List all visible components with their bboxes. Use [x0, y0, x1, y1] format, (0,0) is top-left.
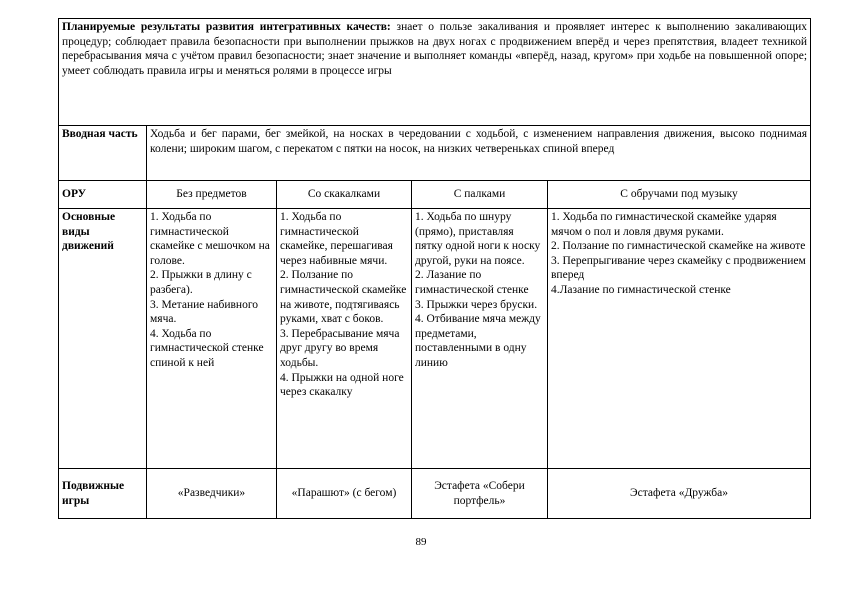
- results-label: Планируемые результаты развития интегративных качеств:: [62, 21, 391, 33]
- list-item: 4. Ходьба по гимнастической стенке спиной к ней: [150, 327, 264, 369]
- intro-row: [59, 126, 811, 181]
- list-item: 2. Ползание по гимнастической скамейке на животе, подтягиваясь руками, хват с боков.: [280, 269, 407, 326]
- list-item: 1. Ходьба по гимнастической скамейке с мешочком на голове.: [150, 211, 270, 267]
- list-item: 4. Отбивание мяча между предметами, поставленными в одну линию: [415, 313, 541, 369]
- games-label: Подвижные игры: [59, 469, 147, 519]
- list-item: 1. Ходьба по гимнастической скамейке ударяя мячом о пол и ловля двумя руками.: [551, 211, 777, 238]
- intro-text: Ходьба и бег парами, бег змейкой, на носках в чередовании с ходьбой, с изменением направления движения, высоко поднимая колени; широким шагом, с перекатом с пятки на носок, на низких четвереньках спиной вперед: [147, 126, 811, 181]
- list-item: 2. Прыжки в длину с разбега).: [150, 269, 252, 296]
- list-item: 3. Перепрыгивание через скамейку с продвижением вперед: [551, 254, 806, 282]
- oru-row: [59, 181, 811, 209]
- list-item: 3. Перебрасывание мяча друг другу во время ходьбы.: [280, 327, 400, 369]
- oru-col-4: С обручами под музыку: [548, 181, 811, 209]
- games-col-1: «Разведчики»: [147, 469, 277, 519]
- oru-col-2: Со скакалками: [277, 181, 412, 209]
- main-col-3: [412, 209, 548, 469]
- main-label: Основные виды движений: [59, 209, 147, 469]
- results-cell: [59, 19, 811, 126]
- main-col-1: [147, 209, 277, 469]
- oru-col-3: С палками: [412, 181, 548, 209]
- page-number: 89: [415, 536, 427, 548]
- games-col-4: Эстафета «Дружба»: [548, 469, 811, 519]
- results-text: знает о пользе закаливания и проявляет интерес к выполнению закаливающих процедур; соблюдает правила безопасности при выполнении прыжков на двух ногах с продвижением вперёд и через препятствия, владеет техникой перебрасывания мяча с учётом правил безопасности; знает значение и выполняет команды «вперёд, назад, кругом» при ходьбе на повышенной опоре; умеет соблюдать правила игры и меняться ролями в процессе игры: [62, 21, 808, 77]
- list-item: 4. Прыжки на одной ноге через скакалку: [280, 371, 404, 399]
- main-col-2: [277, 209, 412, 469]
- intro-label: Вводная часть: [59, 126, 147, 181]
- list-item: 1. Ходьба по шнуру (прямо), приставляя пятку одной ноги к носку другой, руки на поясе.: [415, 211, 541, 267]
- list-item: 3. Метание набивного мяча.: [150, 298, 259, 326]
- list-item: 2. Ползание по гимнастической скамейке на животе: [551, 240, 806, 253]
- list-item: 4.Лазание по гимнастической стенке: [551, 283, 731, 296]
- oru-label: ОРУ: [59, 181, 147, 209]
- oru-col-1: Без предметов: [147, 181, 277, 209]
- games-col-3: Эстафета «Собери портфель»: [412, 469, 548, 519]
- results-row: [59, 19, 811, 126]
- lesson-plan-table: [58, 18, 811, 519]
- list-item: 3. Прыжки через бруски.: [415, 298, 538, 311]
- games-row: [59, 469, 811, 519]
- main-movements-row: [59, 209, 811, 469]
- lesson-plan-sheet: [58, 18, 810, 519]
- games-col-2: «Парашют» (с бегом): [277, 469, 412, 519]
- main-col-4: [548, 209, 811, 469]
- list-item: 1. Ходьба по гимнастической скамейке, перешагивая через набивные мячи.: [280, 211, 393, 267]
- list-item: 2. Лазание по гимнастической стенке: [415, 269, 529, 296]
